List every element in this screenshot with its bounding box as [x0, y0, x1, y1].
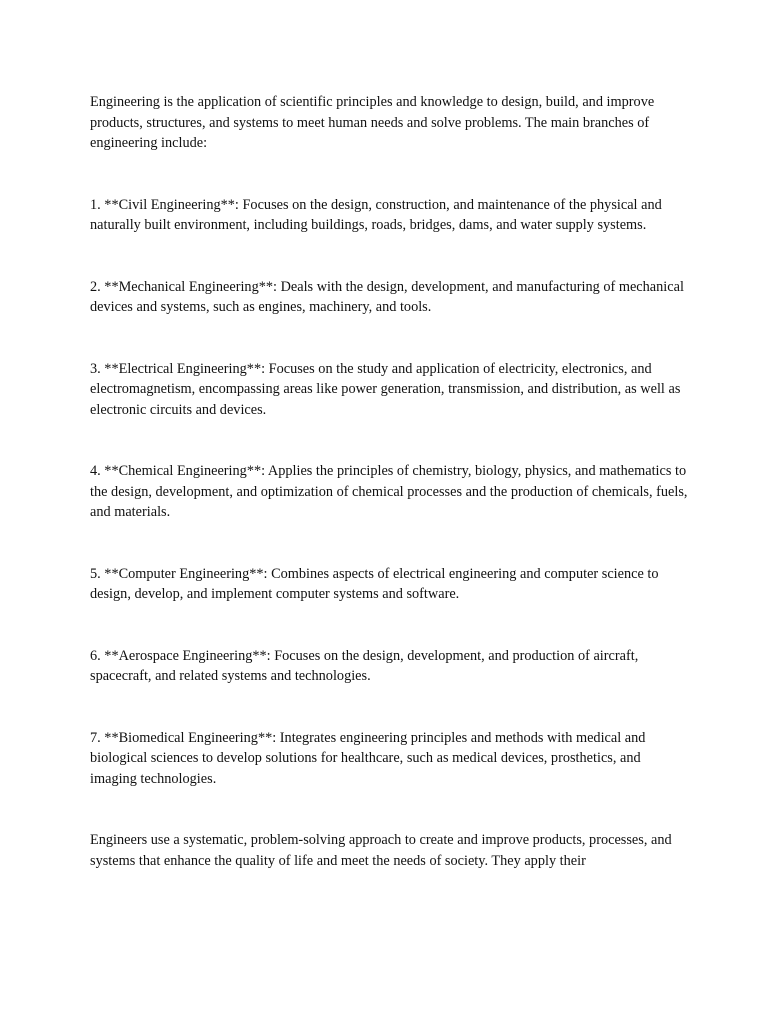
- closing-paragraph: Engineers use a systematic, problem-solving approach to create and improve products, processes, and systems that enhance the quality of life and meet the needs of society. They apply their: [90, 832, 672, 869]
- list-item-chemical-engineering: 4. **Chemical Engineering**: Applies the principles of chemistry, biology, physics, and mathematics to the design, development, and optimization of chemical processes and the production of chemicals, fuels, and materials.: [90, 463, 688, 520]
- intro-paragraph: Engineering is the application of scientific principles and knowledge to design, build, and improve products, structures, and systems to meet human needs and solve problems. The main branches of engineering include:: [90, 94, 655, 151]
- list-item-mechanical-engineering: 2. **Mechanical Engineering**: Deals with the design, development, and manufacturing of mechanical devices and systems, such as engines, machinery, and tools.: [90, 278, 684, 315]
- list-item-aerospace-engineering: 6. **Aerospace Engineering**: Focuses on the design, development, and production of aircraft, spacecraft, and related systems and technologies.: [90, 647, 639, 684]
- list-item-civil-engineering: 1. **Civil Engineering**: Focuses on the design, construction, and maintenance of the physical and naturally built environment, including buildings, roads, bridges, dams, and water supply systems.: [90, 196, 662, 233]
- list-item-biomedical-engineering: 7. **Biomedical Engineering**: Integrates engineering principles and methods with medical and biological sciences to develop solutions for healthcare, such as medical devices, prosthetics, and imaging technologies.: [90, 729, 646, 787]
- list-item-electrical-engineering: 3. **Electrical Engineering**: Focuses on the study and application of electricity, electronics, and electromagnetism, encompassing areas like power generation, transmission, and distribution, as well as electronic circuits and devices.: [90, 360, 681, 418]
- document-page: [90, 92, 690, 871]
- list-item-computer-engineering: 5. **Computer Engineering**: Combines aspects of electrical engineering and computer science to design, develop, and implement computer systems and software.: [90, 565, 659, 602]
